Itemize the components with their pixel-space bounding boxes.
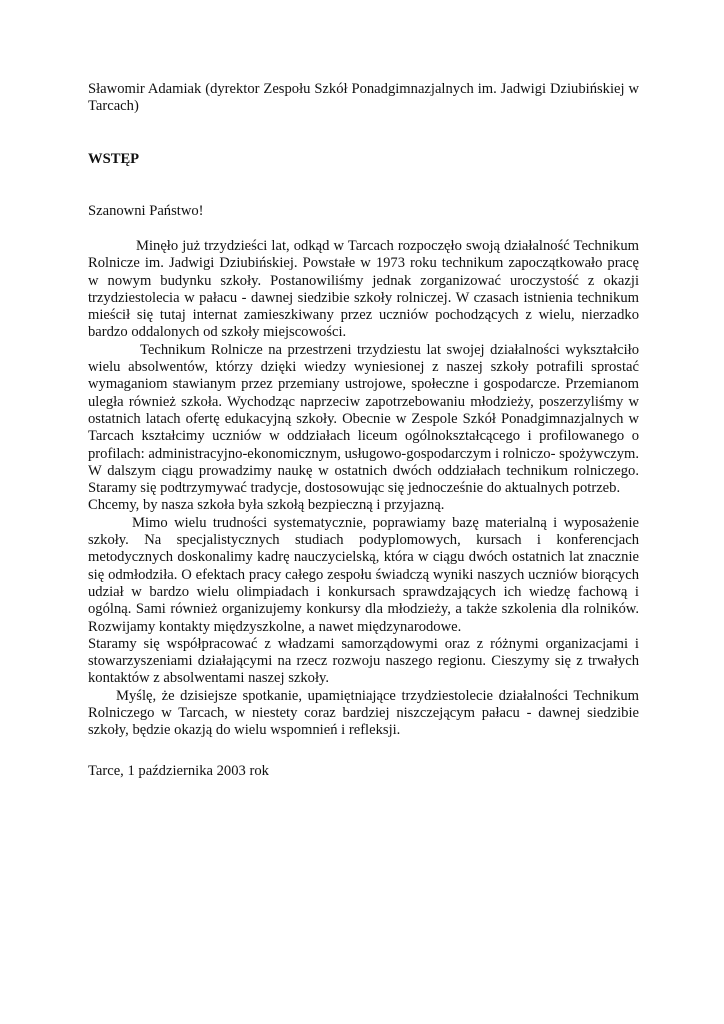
salutation: Szanowni Państwo! (88, 203, 204, 219)
paragraph: Mimo wielu trudności systematycznie, poprawiamy bazę materialną i wyposażenie szkoły. Na specjalistycznych studiach podyplomowych, kursach i konferencjach metodycznych doskonalimy kadrę nauczycielską, która w ciągu dwóch ostatnich lat znacznie się odmłodziła. O efektach pracy całego zespołu świadczą wyniki naszych uczniów biorących udział w bardzo wielu olimpiadach i konkursach sprawdzających ich wiedzę fachową i ogólną. Sami również organizujemy konkursy dla młodzieży, a także szkolenia dla rolników. Rozwijamy kontakty międzyszkolne, a nawet międzynarodowe. (88, 514, 639, 635)
date-place-line: Tarce, 1 października 2003 rok (88, 763, 269, 779)
paragraph: Staramy się współpracować z władzami samorządowymi oraz z różnymi organizacjami i stowarzyszeniami działającymi na rzecz rozwoju naszego regionu. Cieszymy się z trwałych kontaktów z absolwentami naszej szkoły. (88, 635, 639, 687)
letter-body (88, 238, 639, 740)
section-heading: WSTĘP (88, 151, 140, 167)
paragraph: Minęło już trzydzieści lat, odkąd w Tarcach rozpoczęło swoją działalność Technikum Rolnicze im. Jadwigi Dziubińskiej. Powstałe w 1973 roku technikum zapoczątkowało pracę w nowym budynku szkoły. Postanowiliśmy jednak zorganizować uroczystość z okazji trzydziestolecia w pałacu - dawnej siedzibie szkoły rolniczej. W czasach istnienia technikum mieścił się tutaj internat zamieszkiwany przez uczniów pochodzących z wielu, nierzadko bardzo oddalonych od szkoły miejscowości. (88, 238, 639, 341)
paragraph: Technikum Rolnicze na przestrzeni trzydziestu lat swojej działalności wykształciło wielu absolwentów, którzy dzięki wiedzy wyniesionej z naszej szkoły potrafili sprostać wymaganiom stawianym przez przemiany ustrojowe, społeczne i gospodarcze. Przemianom uległa również szkoła. Wychodząc naprzeciw zapotrzebowaniu młodzieży, poszerzyliśmy w ostatnich latach ofertę edukacyjną szkoły. Obecnie w Zespole Szkół Ponadgimnazjalnych w Tarcach kształcimy uczniów w oddziałach liceum ogólnokształcącego i profilowanego o profilach: administracyjno-ekonomicznym, usługowo-gospodarczym i rolniczo- spożywczym. W dalszym ciągu prowadzimy naukę w ostatnich dwóch oddziałach technikum rolniczego. Staramy się podtrzymywać tradycje, dostosowując się jednocześnie do aktualnych potrzeb. (88, 341, 639, 497)
paragraph: Myślę, że dzisiejsze spotkanie, upamiętniające trzydziestolecie działalności Technikum Rolniczego w Tarcach, w niestety coraz bardziej niszczejącym pałacu - dawnej siedzibie szkoły, będzie okazją do wielu wspomnień i refleksji. (88, 687, 639, 739)
author-line: Sławomir Adamiak (dyrektor Zespołu Szkół Ponadgimnazjalnych im. Jadwigi Dziubińskiej w Tarcach) (88, 81, 639, 115)
paragraph: Chcemy, by nasza szkoła była szkołą bezpieczną i przyjazną. (88, 497, 445, 514)
